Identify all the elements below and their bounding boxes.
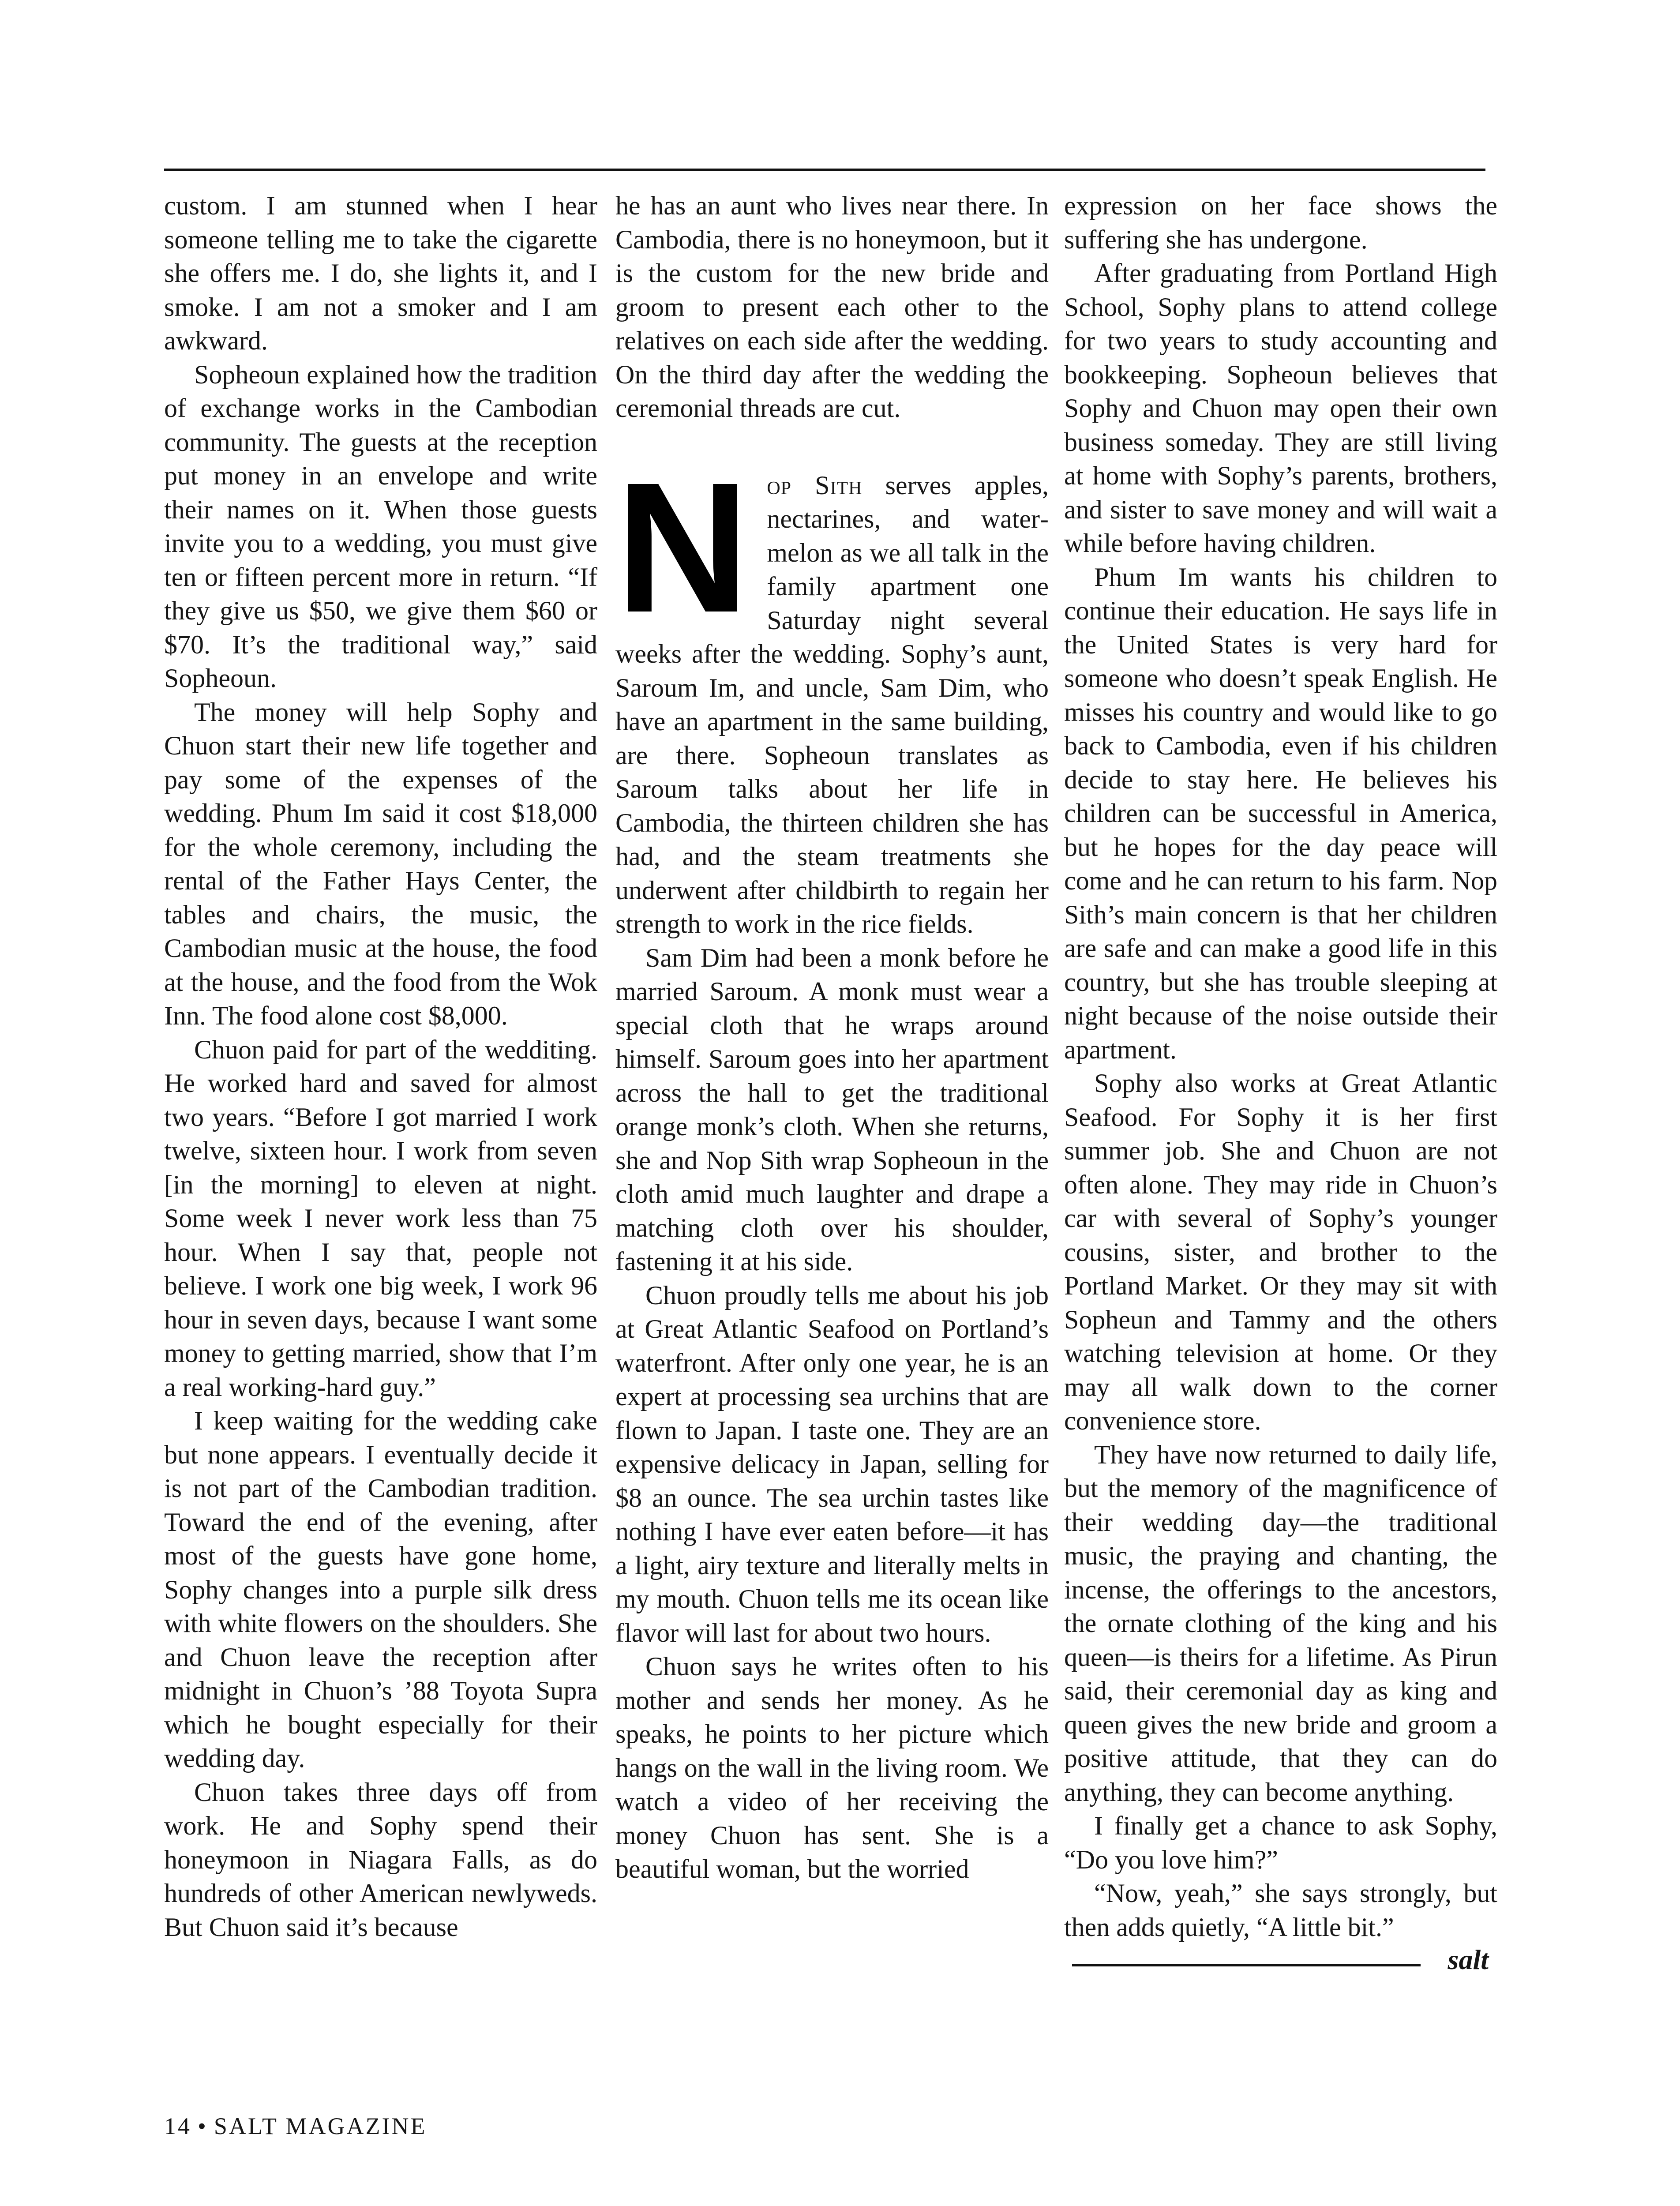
paragraph: After graduating from Portland High School, Sophy plans to attend college for two years to study accounting and bookkeeping. Sopheoun believes that Sophy and Chuon may open their own business someday. They are still living at home with Sophy’s parents, brothers, and sister to save money and will wait a while before having children. xyxy=(1064,259,1497,558)
paragraph-text: serves apples, nectarines, and watermelon as we all talk in the family apartment one Saturday night several weeks after the wedding. Sophy’s aunt, Saroum Im, and uncle, Sam Dim, who have an apartment in the same building, are there. Sopheoun translates as Saroum talks about her life in Cambodia, the thirteen children she has had, and the steam treatments she underwent after childbirth to regain her strength to work in the rice fields. xyxy=(615,470,1049,938)
article-column-1 xyxy=(164,189,597,1944)
paragraph: expression on her face shows the suffering she has undergone. xyxy=(1064,191,1497,254)
top-rule xyxy=(164,169,1485,171)
paragraph: “Now, yeah,” she says strongly, but then adds quietly, “A little bit.” xyxy=(1064,1879,1497,1942)
article-column-3 xyxy=(1064,189,1497,1976)
article-column-2 xyxy=(615,189,1049,1886)
end-rule xyxy=(1072,1964,1421,1966)
paragraph: I finally get a chance to ask Sophy, “Do you love him?” xyxy=(1064,1811,1497,1874)
paragraph: Chuon takes three days off from work. He and Sophy spend their honeymoon in Niagara Falls, as do hundreds of other American newlyweds. But Chuon said it’s because xyxy=(164,1777,597,1942)
publication-name: SALT MAGAZINE xyxy=(214,2113,427,2139)
paragraph: I keep waiting for the wedding cake but none appears. I eventually decide it is not part of the Cambodian tradition. Toward the end of the evening, after most of the guests have gone home, Sophy changes into a purple silk dress with white flowers on the shoulders. She and Chuon leave the reception after midnight in Chuon’s ’88 Toyota Supra which he bought especially for their wedding day. xyxy=(164,1406,597,1773)
paragraph: custom. I am stunned when I hear someone telling me to take the cigarette she offers me. I do, she lights it, and I smoke. I am not a smoker and I am awkward. xyxy=(164,191,597,355)
lead-in-small-caps: op Sith xyxy=(767,470,862,500)
page-number: 14 xyxy=(164,2113,191,2139)
paragraph: Sam Dim had been a monk before he married Saroum. A monk must wear a special cloth that he wraps around himself. Saroum goes into her apartment across the hall to get the traditional orange monk’s cloth. When she returns, she and Nop Sith wrap Sopheoun in the cloth amid much laughter and drape a matching cloth over his shoulder, fastening it at his side. xyxy=(615,943,1049,1276)
footer-bullet: • xyxy=(198,2113,208,2139)
paragraph: The money will help Sophy and Chuon start their new life together and pay some of the expenses of the wedding. Phum Im said it cost $18,000 for the whole ceremony, including the rental of the Father Hays Center, the tables and chairs, the music, the Cambodian music at the house, the food at the house, and the food from the Wok Inn. The food alone cost $8,000. xyxy=(164,697,597,1030)
page-footer xyxy=(164,2112,427,2140)
end-mark xyxy=(1064,1944,1497,1976)
paragraph: Chuon paid for part of the wedditing. He worked hard and saved for almost two years. “Before I got married I work twelve, sixteen hour. I work from seven [in the morning] to eleven at night. Some week I never work less than 75 hour. When I say that, people not believe. I work one big week, I work 96 hour in seven days, because I want some money to getting married, show that I’m a real working-hard guy.” xyxy=(164,1035,597,1402)
paragraph: Chuon proudly tells me about his job at Great Atlantic Seafood on Portland’s waterfront. After only one year, he is an expert at processing sea urchins that are flown to Japan. I taste one. They are an expensive delicacy in Japan, selling for $8 an ounce. The sea urchin tastes like nothing I have ever eaten before—it has a light, airy texture and literally melts in my mouth. Chuon tells me its ocean like flavor will last for about two hours. xyxy=(615,1280,1049,1647)
paragraph: Phum Im wants his children to continue their education. He says life in the United States is very hard for someone who doesn’t speak English. He misses his country and would like to go back to Cambodia, even if his children decide to stay here. He believes his children can be successful in America, but he hopes for the day peace will come and he can return to his farm. Nop Sith’s main concern is that her children are safe and can make a good life in this country, but she has trouble sleeping at night because of the noise outside their apartment. xyxy=(1064,562,1497,1064)
paragraph: Sophy also works at Great Atlantic Seafood. For Sophy it is her first summer job. She and Chuon are not often alone. They may ride in Chuon’s car with several of Sophy’s younger cousins, sister, and brother to the Portland Market. Or they may sit with Sopheun and Tammy and the others watching television at home. Or they may all walk down to the corner convenience store. xyxy=(1064,1069,1497,1435)
drop-cap: N xyxy=(615,444,750,651)
paragraph: he has an aunt who lives near there. In Cambodia, there is no honeymoon, but it is the custom for the new bride and groom to present each other to the relatives on each side after the wedding. On the third day after the wedding the ceremonial threads are cut. xyxy=(615,191,1049,423)
paragraph: Chuon says he writes often to his mother and sends her money. As he speaks, he points to her picture which hangs on the wall in the living room. We watch a video of her receiving the money Chuon has sent. She is a beautiful woman, but the worried xyxy=(615,1652,1049,1883)
paragraph: Sopheoun explained how the tradition of exchange works in the Cambodian community. The guests at the reception put money in an envelope and write their names on it. When those guests invite you to a wedding, you must give ten or fifteen percent more in return. “If they give us $50, we give them $60 or $70. It’s the traditional way,” said Sopheoun. xyxy=(164,360,597,693)
paragraph: They have now returned to daily life, but the memory of the magnificence of their wedding day—the traditional music, the praying and chanting, the incense, the offerings to the ancestors, the ornate clothing of the king and his queen—is theirs for a lifetime. As Pirun said, their ceremonial day as king and queen gives the new bride and groom a positive attitude, that they can do anything, they can become anything. xyxy=(1064,1440,1497,1807)
section-opening-paragraph xyxy=(615,444,1049,941)
end-signature: salt xyxy=(1448,1944,1489,1975)
